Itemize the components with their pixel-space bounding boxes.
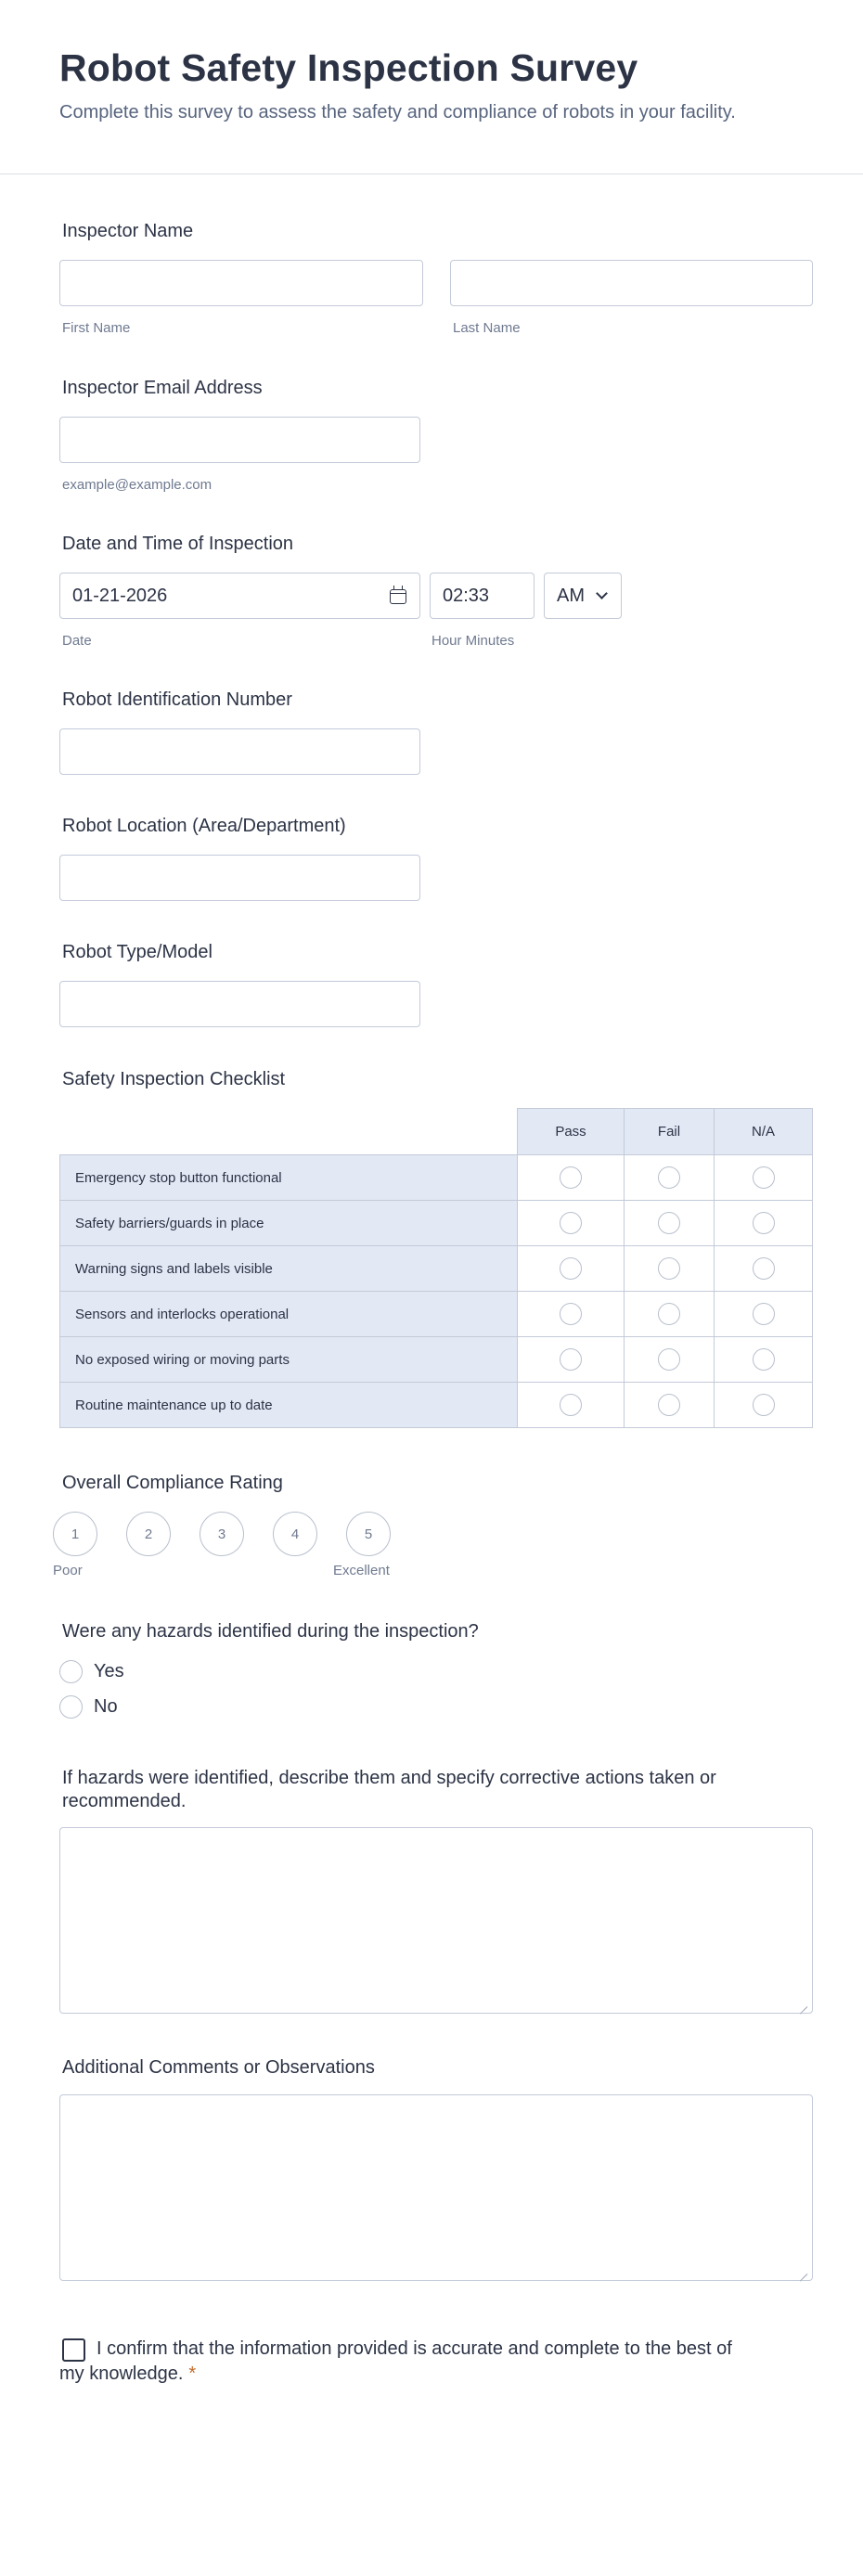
radio-pass[interactable] [517, 1291, 625, 1337]
radio-na[interactable] [714, 1200, 813, 1246]
date-value: 01-21-2026 [72, 586, 168, 606]
email-sublabel: example@example.com [62, 477, 213, 493]
page-title: Robot Safety Inspection Survey [59, 46, 638, 89]
date-sublabel: Date [62, 633, 92, 649]
radio-fail[interactable] [624, 1291, 715, 1337]
radio-circle[interactable] [560, 1166, 582, 1189]
time-input[interactable] [430, 573, 535, 619]
first-name-sublabel: First Name [62, 320, 131, 336]
radio-fail[interactable] [624, 1200, 715, 1246]
radio-fail[interactable] [624, 1336, 715, 1383]
radio-fail[interactable] [624, 1382, 715, 1428]
checklist-row-label: Safety barriers/guards in place [59, 1200, 518, 1246]
ampm-value: AM [557, 586, 585, 606]
rating-high-label: Excellent [333, 1563, 390, 1578]
radio-na[interactable] [714, 1291, 813, 1337]
column-header-fail: Fail [624, 1108, 715, 1155]
radio-circle[interactable] [658, 1166, 680, 1189]
radio-circle[interactable] [753, 1212, 775, 1234]
robot-type-input[interactable] [59, 981, 420, 1027]
time-sublabel: Hour Minutes [432, 633, 515, 649]
checklist-label: Safety Inspection Checklist [62, 1069, 286, 1089]
radio-na[interactable] [714, 1245, 813, 1292]
radio-circle[interactable] [658, 1212, 680, 1234]
last-name-input[interactable] [450, 260, 813, 306]
radio-na[interactable] [714, 1382, 813, 1428]
radio-pass[interactable] [517, 1154, 625, 1201]
radio-circle[interactable] [753, 1348, 775, 1371]
robot-type-label: Robot Type/Model [62, 942, 213, 962]
resize-handle-icon[interactable] [799, 2267, 807, 2275]
radio-fail[interactable] [624, 1154, 715, 1201]
radio-circle[interactable] [560, 1348, 582, 1371]
chevron-down-icon [596, 587, 608, 599]
radio-circle[interactable] [753, 1257, 775, 1280]
rating-option-5[interactable]: 5 [346, 1512, 391, 1556]
column-header-pass: Pass [517, 1108, 625, 1155]
form-header [0, 0, 863, 174]
hazards-label: Were any hazards identified during the inspection? [62, 1621, 479, 1642]
first-name-input[interactable] [59, 260, 423, 306]
checklist-row-label: Sensors and interlocks operational [59, 1291, 518, 1337]
radio-circle[interactable] [658, 1348, 680, 1371]
radio-pass[interactable] [517, 1336, 625, 1383]
last-name-sublabel: Last Name [453, 320, 521, 336]
radio-circle[interactable] [560, 1303, 582, 1325]
comments-textarea[interactable] [59, 2094, 813, 2281]
hazard-details-label: If hazards were identified, describe them and specify corrective actions taken or recommended. [62, 1768, 716, 1811]
radio-circle[interactable] [560, 1212, 582, 1234]
radio-fail[interactable] [624, 1245, 715, 1292]
rating-option-4[interactable]: 4 [273, 1512, 317, 1556]
confirm-label[interactable] [59, 2337, 746, 2387]
ampm-select[interactable] [544, 573, 622, 619]
robot-id-input[interactable] [59, 728, 420, 775]
hazards-yes-label[interactable]: Yes [94, 1661, 124, 1681]
radio-circle[interactable] [753, 1394, 775, 1416]
checklist-row-label: No exposed wiring or moving parts [59, 1336, 518, 1383]
hazards-yes-radio[interactable] [59, 1660, 83, 1683]
radio-circle[interactable] [753, 1166, 775, 1189]
comments-label: Additional Comments or Observations [62, 2057, 375, 2078]
rating-option-1[interactable]: 1 [53, 1512, 97, 1556]
email-label: Inspector Email Address [62, 378, 263, 398]
radio-circle[interactable] [560, 1257, 582, 1280]
radio-circle[interactable] [658, 1394, 680, 1416]
robot-location-label: Robot Location (Area/Department) [62, 816, 346, 836]
required-marker: * [188, 2363, 197, 2384]
radio-na[interactable] [714, 1154, 813, 1201]
calendar-icon[interactable] [390, 589, 406, 604]
column-header-na: N/A [714, 1108, 813, 1155]
radio-circle[interactable] [658, 1303, 680, 1325]
inspector-name-label: Inspector Name [62, 221, 194, 241]
checklist-row-label: Emergency stop button functional [59, 1154, 518, 1201]
rating-option-3[interactable]: 3 [200, 1512, 244, 1556]
radio-na[interactable] [714, 1336, 813, 1383]
radio-circle[interactable] [560, 1394, 582, 1416]
rating-low-label: Poor [53, 1563, 83, 1578]
radio-circle[interactable] [658, 1257, 680, 1280]
hazards-no-radio[interactable] [59, 1695, 83, 1719]
email-input[interactable] [59, 417, 420, 463]
resize-handle-icon[interactable] [799, 2000, 807, 2008]
radio-pass[interactable] [517, 1382, 625, 1428]
rating-label: Overall Compliance Rating [62, 1473, 283, 1493]
checklist-row-label: Routine maintenance up to date [59, 1382, 518, 1428]
datetime-label: Date and Time of Inspection [62, 534, 294, 554]
hazards-no-label[interactable]: No [94, 1696, 118, 1717]
page-subtitle: Complete this survey to assess the safety and compliance of robots in your facility. [59, 102, 736, 122]
checklist-row-label: Warning signs and labels visible [59, 1245, 518, 1292]
radio-pass[interactable] [517, 1200, 625, 1246]
radio-pass[interactable] [517, 1245, 625, 1292]
hazard-details-textarea[interactable] [59, 1827, 813, 2014]
robot-id-label: Robot Identification Number [62, 689, 292, 710]
rating-option-2[interactable]: 2 [126, 1512, 171, 1556]
radio-circle[interactable] [753, 1303, 775, 1325]
date-input[interactable] [59, 573, 420, 619]
robot-location-input[interactable] [59, 855, 420, 901]
time-value: 02:33 [443, 586, 490, 606]
confirm-text: I confirm that the information provided is accurate and complete to the best of my knowledge. [59, 2338, 732, 2384]
